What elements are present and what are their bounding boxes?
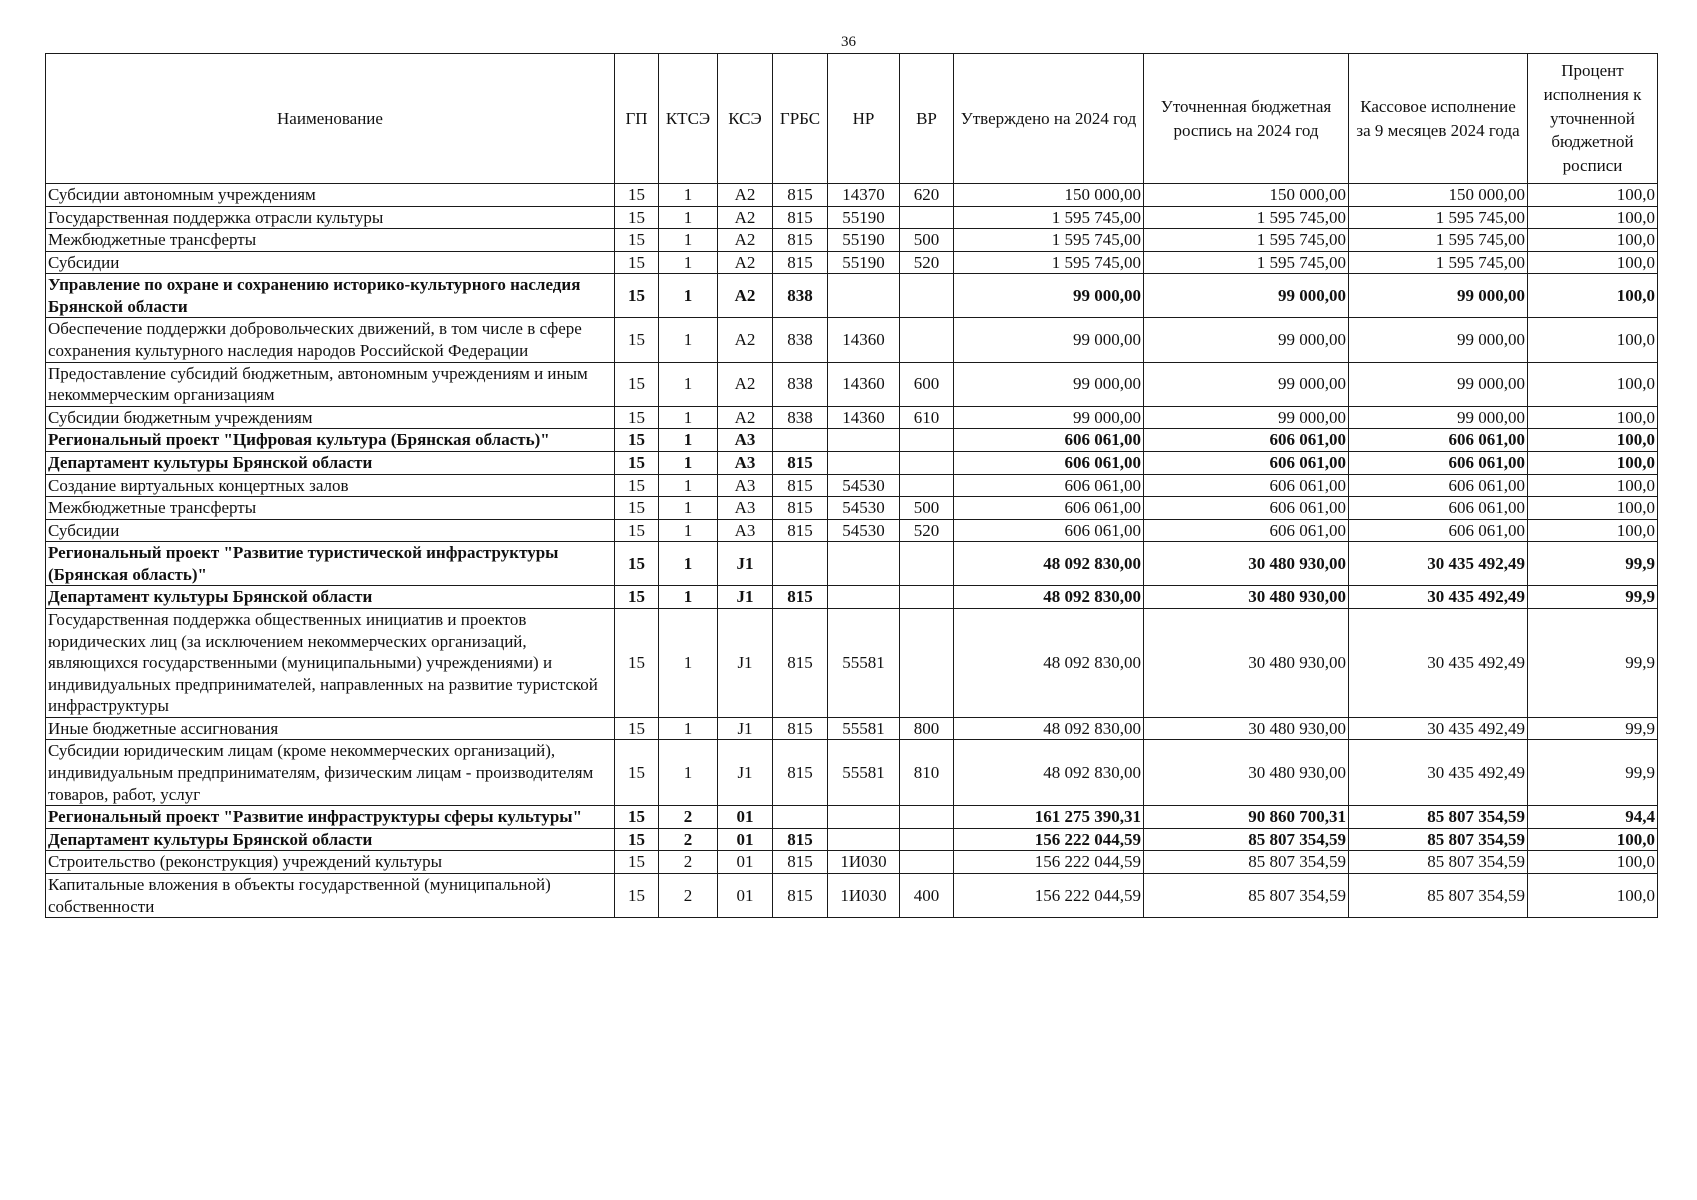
table-cell: 1 xyxy=(659,251,718,274)
table-cell: 838 xyxy=(773,406,828,429)
row-name-cell: Обеспечение поддержки добровольческих движений, в том числе в сфере сохранения культурного наследия народов Российской Федерации xyxy=(46,318,615,362)
table-cell: 815 xyxy=(773,828,828,851)
table-cell: 15 xyxy=(615,542,659,586)
table-cell: 815 xyxy=(773,873,828,917)
table-cell: 99,9 xyxy=(1528,542,1658,586)
table-cell: 99 000,00 xyxy=(1144,318,1349,362)
column-header: Утверждено на 2024 год xyxy=(954,54,1144,184)
table-cell: J1 xyxy=(718,586,773,609)
table-cell: 1 xyxy=(659,519,718,542)
budget-execution-table xyxy=(45,53,1658,918)
table-cell: 55190 xyxy=(828,206,900,229)
table-body xyxy=(46,184,1658,918)
table-cell: 01 xyxy=(718,828,773,851)
table-cell: 14370 xyxy=(828,184,900,207)
header-row xyxy=(46,54,1658,184)
table-row xyxy=(46,474,1658,497)
table-cell: 520 xyxy=(900,251,954,274)
table-cell: 2 xyxy=(659,806,718,829)
table-cell: 1И030 xyxy=(828,851,900,874)
table-cell: 15 xyxy=(615,497,659,520)
table-cell: 1 595 745,00 xyxy=(1144,206,1349,229)
row-name-cell: Иные бюджетные ассигнования xyxy=(46,717,615,740)
table-cell: 30 480 930,00 xyxy=(1144,717,1349,740)
table-cell: 606 061,00 xyxy=(954,497,1144,520)
table-cell: 99,9 xyxy=(1528,717,1658,740)
table-cell: А2 xyxy=(718,206,773,229)
table-row xyxy=(46,251,1658,274)
table-cell xyxy=(828,429,900,452)
table-row xyxy=(46,851,1658,874)
table-row xyxy=(46,740,1658,806)
table-cell: А3 xyxy=(718,429,773,452)
table-cell: 99 000,00 xyxy=(1349,406,1528,429)
table-cell: 606 061,00 xyxy=(954,519,1144,542)
table-cell: 15 xyxy=(615,873,659,917)
table-cell xyxy=(900,542,954,586)
table-cell: 606 061,00 xyxy=(1349,474,1528,497)
table-cell xyxy=(900,274,954,318)
row-name-cell: Региональный проект "Развитие инфраструктуры сферы культуры" xyxy=(46,806,615,829)
table-cell: 606 061,00 xyxy=(1349,497,1528,520)
column-header: ГРБС xyxy=(773,54,828,184)
table-cell: 2 xyxy=(659,873,718,917)
table-cell xyxy=(900,206,954,229)
table-cell: 1 xyxy=(659,362,718,406)
table-cell: 161 275 390,31 xyxy=(954,806,1144,829)
table-cell: 606 061,00 xyxy=(954,429,1144,452)
table-row xyxy=(46,806,1658,829)
table-cell: 1 xyxy=(659,586,718,609)
table-cell xyxy=(828,828,900,851)
table-cell xyxy=(900,586,954,609)
table-cell: 620 xyxy=(900,184,954,207)
table-cell: 815 xyxy=(773,586,828,609)
table-cell: 54530 xyxy=(828,519,900,542)
table-cell: 15 xyxy=(615,828,659,851)
table-cell: 156 222 044,59 xyxy=(954,873,1144,917)
row-name-cell: Капитальные вложения в объекты государственной (муниципальной) собственности xyxy=(46,873,615,917)
table-cell: 54530 xyxy=(828,474,900,497)
table-cell: 800 xyxy=(900,717,954,740)
table-cell: 30 435 492,49 xyxy=(1349,740,1528,806)
table-cell: 815 xyxy=(773,251,828,274)
table-cell: 2 xyxy=(659,851,718,874)
table-cell: А2 xyxy=(718,251,773,274)
table-row xyxy=(46,451,1658,474)
table-cell: 1 xyxy=(659,542,718,586)
table-row xyxy=(46,586,1658,609)
row-name-cell: Строительство (реконструкция) учреждений культуры xyxy=(46,851,615,874)
column-header: Уточненная бюджетная роспись на 2024 год xyxy=(1144,54,1349,184)
table-cell: 606 061,00 xyxy=(1144,519,1349,542)
page-number: 36 xyxy=(841,34,856,50)
table-cell: 1 595 745,00 xyxy=(954,229,1144,252)
column-header: ВР xyxy=(900,54,954,184)
row-name-cell: Субсидии xyxy=(46,251,615,274)
table-cell: 815 xyxy=(773,229,828,252)
table-cell: J1 xyxy=(718,717,773,740)
table-cell: 100,0 xyxy=(1528,229,1658,252)
row-name-cell: Субсидии автономным учреждениям xyxy=(46,184,615,207)
table-row xyxy=(46,229,1658,252)
table-cell: 606 061,00 xyxy=(1144,474,1349,497)
table-cell: 400 xyxy=(900,873,954,917)
table-cell: 15 xyxy=(615,519,659,542)
row-name-cell: Предоставление субсидий бюджетным, автономным учреждениям и иным некоммерческим организациям xyxy=(46,362,615,406)
table-cell: 838 xyxy=(773,318,828,362)
table-cell: 100,0 xyxy=(1528,318,1658,362)
table-cell: 606 061,00 xyxy=(954,451,1144,474)
table-cell: 1 xyxy=(659,740,718,806)
table-cell: 606 061,00 xyxy=(1144,451,1349,474)
table-cell: 150 000,00 xyxy=(954,184,1144,207)
table-cell: 1 xyxy=(659,206,718,229)
table-cell: 15 xyxy=(615,474,659,497)
row-name-cell: Субсидии юридическим лицам (кроме некоммерческих организаций), индивидуальным предпринимателям, физическим лицам - производителям товаров, работ, услуг xyxy=(46,740,615,806)
table-cell: 1 xyxy=(659,406,718,429)
table-cell: 15 xyxy=(615,206,659,229)
table-cell: 1 595 745,00 xyxy=(1349,229,1528,252)
table-cell: 85 807 354,59 xyxy=(1349,828,1528,851)
table-cell: 815 xyxy=(773,206,828,229)
column-header: Кассовое исполнение за 9 месяцев 2024 года xyxy=(1349,54,1528,184)
table-cell: 100,0 xyxy=(1528,828,1658,851)
table-cell: 55581 xyxy=(828,717,900,740)
table-cell xyxy=(828,274,900,318)
table-cell xyxy=(900,828,954,851)
table-cell: А3 xyxy=(718,451,773,474)
table-cell: 815 xyxy=(773,740,828,806)
table-cell: 99,9 xyxy=(1528,608,1658,717)
table-row xyxy=(46,608,1658,717)
table-cell xyxy=(828,451,900,474)
table-cell: А3 xyxy=(718,497,773,520)
table-cell: 30 480 930,00 xyxy=(1144,740,1349,806)
table-cell: 01 xyxy=(718,851,773,874)
column-header: КТСЭ xyxy=(659,54,718,184)
table-cell: 606 061,00 xyxy=(1349,429,1528,452)
row-name-cell: Государственная поддержка отрасли культуры xyxy=(46,206,615,229)
table-cell xyxy=(900,318,954,362)
table-cell: 1 xyxy=(659,229,718,252)
table-cell: 1 xyxy=(659,608,718,717)
table-cell: 30 480 930,00 xyxy=(1144,586,1349,609)
table-cell: 2 xyxy=(659,828,718,851)
table-cell: 156 222 044,59 xyxy=(954,828,1144,851)
table-cell: 500 xyxy=(900,229,954,252)
row-name-cell: Государственная поддержка общественных инициатив и проектов юридических лиц (за исключением некоммерческих организаций, являющихся государственными (муниципальными) учреждениями) и индивидуальных предпринимателей, направленных на развитие туристской инфраструктуры xyxy=(46,608,615,717)
table-cell: 1 595 745,00 xyxy=(954,251,1144,274)
table-cell: 15 xyxy=(615,251,659,274)
table-cell: 15 xyxy=(615,229,659,252)
table-cell: 150 000,00 xyxy=(1144,184,1349,207)
table-cell: 85 807 354,59 xyxy=(1349,851,1528,874)
table-cell: 1 595 745,00 xyxy=(954,206,1144,229)
column-header: Наименование xyxy=(46,54,615,184)
table-cell: 600 xyxy=(900,362,954,406)
table-cell: 01 xyxy=(718,873,773,917)
table-cell: 500 xyxy=(900,497,954,520)
table-cell: 30 480 930,00 xyxy=(1144,542,1349,586)
table-cell: 55581 xyxy=(828,608,900,717)
table-row xyxy=(46,873,1658,917)
table-row xyxy=(46,429,1658,452)
table-cell: 100,0 xyxy=(1528,406,1658,429)
table-cell: 100,0 xyxy=(1528,429,1658,452)
table-cell: 55190 xyxy=(828,229,900,252)
table-cell: 838 xyxy=(773,362,828,406)
table-cell: 838 xyxy=(773,274,828,318)
table-cell xyxy=(900,474,954,497)
row-name-cell: Управление по охране и сохранению историко-культурного наследия Брянской области xyxy=(46,274,615,318)
table-cell: 48 092 830,00 xyxy=(954,586,1144,609)
table-cell: 100,0 xyxy=(1528,274,1658,318)
table-cell: 90 860 700,31 xyxy=(1144,806,1349,829)
table-cell: 15 xyxy=(615,318,659,362)
table-cell xyxy=(828,806,900,829)
table-cell: 99 000,00 xyxy=(1144,406,1349,429)
table-cell: 1 595 745,00 xyxy=(1144,229,1349,252)
row-name-cell: Департамент культуры Брянской области xyxy=(46,586,615,609)
table-cell: 100,0 xyxy=(1528,251,1658,274)
table-cell: 15 xyxy=(615,586,659,609)
table-cell: 520 xyxy=(900,519,954,542)
table-cell: 85 807 354,59 xyxy=(1144,851,1349,874)
table-cell: А2 xyxy=(718,184,773,207)
table-cell: 94,4 xyxy=(1528,806,1658,829)
table-cell: А2 xyxy=(718,406,773,429)
table-cell: 99,9 xyxy=(1528,586,1658,609)
table-cell: 100,0 xyxy=(1528,362,1658,406)
table-cell: 1 595 745,00 xyxy=(1349,206,1528,229)
table-cell: А3 xyxy=(718,519,773,542)
row-name-cell: Региональный проект "Развитие туристической инфраструктуры (Брянская область)" xyxy=(46,542,615,586)
table-cell: 30 435 492,49 xyxy=(1349,542,1528,586)
table-cell: J1 xyxy=(718,608,773,717)
table-row xyxy=(46,274,1658,318)
row-name-cell: Создание виртуальных концертных залов xyxy=(46,474,615,497)
table-cell: 99 000,00 xyxy=(1349,362,1528,406)
row-name-cell: Субсидии xyxy=(46,519,615,542)
table-cell: 14360 xyxy=(828,362,900,406)
table-row xyxy=(46,362,1658,406)
table-cell: 30 435 492,49 xyxy=(1349,608,1528,717)
column-header: ГП xyxy=(615,54,659,184)
table-cell: 85 807 354,59 xyxy=(1144,873,1349,917)
table-row xyxy=(46,519,1658,542)
row-name-cell: Межбюджетные трансферты xyxy=(46,229,615,252)
table-cell: J1 xyxy=(718,542,773,586)
table-cell xyxy=(828,586,900,609)
table-cell: 99 000,00 xyxy=(954,362,1144,406)
table-cell xyxy=(773,542,828,586)
table-cell: 1 595 745,00 xyxy=(1144,251,1349,274)
table-cell: 815 xyxy=(773,608,828,717)
table-cell: 15 xyxy=(615,740,659,806)
table-cell: 1 xyxy=(659,474,718,497)
table-cell: 606 061,00 xyxy=(1144,497,1349,520)
table-cell: 14360 xyxy=(828,406,900,429)
table-cell: А2 xyxy=(718,362,773,406)
table-cell: 606 061,00 xyxy=(1349,519,1528,542)
table-cell: 15 xyxy=(615,429,659,452)
table-cell: 100,0 xyxy=(1528,206,1658,229)
table-row xyxy=(46,318,1658,362)
table-cell: 99 000,00 xyxy=(954,318,1144,362)
table-cell: 815 xyxy=(773,184,828,207)
table-cell: 1 xyxy=(659,717,718,740)
table-cell: 54530 xyxy=(828,497,900,520)
row-name-cell: Межбюджетные трансферты xyxy=(46,497,615,520)
table-cell: 15 xyxy=(615,406,659,429)
table-cell: 15 xyxy=(615,717,659,740)
table-cell: 1 xyxy=(659,497,718,520)
table-cell: 99 000,00 xyxy=(1144,274,1349,318)
table-cell: 99 000,00 xyxy=(954,274,1144,318)
table-cell: 1 xyxy=(659,429,718,452)
table-cell: 610 xyxy=(900,406,954,429)
table-row xyxy=(46,542,1658,586)
table-cell: 606 061,00 xyxy=(954,474,1144,497)
table-cell: 1 xyxy=(659,274,718,318)
table-cell: 156 222 044,59 xyxy=(954,851,1144,874)
table-cell: 55190 xyxy=(828,251,900,274)
table-cell: 48 092 830,00 xyxy=(954,717,1144,740)
table-cell xyxy=(773,806,828,829)
table-cell: 810 xyxy=(900,740,954,806)
table-cell: 1 595 745,00 xyxy=(1349,251,1528,274)
table-cell: 1 xyxy=(659,318,718,362)
table-cell: 99,9 xyxy=(1528,740,1658,806)
table-cell: 85 807 354,59 xyxy=(1349,806,1528,829)
table-cell: 815 xyxy=(773,474,828,497)
table-cell: 815 xyxy=(773,851,828,874)
table-cell: 100,0 xyxy=(1528,519,1658,542)
table-row xyxy=(46,828,1658,851)
table-cell: 85 807 354,59 xyxy=(1144,828,1349,851)
table-cell: 606 061,00 xyxy=(1144,429,1349,452)
table-cell: 01 xyxy=(718,806,773,829)
table-cell: 15 xyxy=(615,451,659,474)
table-cell: А3 xyxy=(718,474,773,497)
table-cell: 99 000,00 xyxy=(1349,318,1528,362)
table-cell: 815 xyxy=(773,451,828,474)
table-cell: J1 xyxy=(718,740,773,806)
table-header xyxy=(46,54,1658,184)
table-cell xyxy=(900,608,954,717)
table-cell: А2 xyxy=(718,229,773,252)
table-cell: 100,0 xyxy=(1528,873,1658,917)
table-cell xyxy=(900,429,954,452)
table-cell xyxy=(773,429,828,452)
table-row xyxy=(46,206,1658,229)
table-cell: 14360 xyxy=(828,318,900,362)
table-cell: 48 092 830,00 xyxy=(954,740,1144,806)
table-cell xyxy=(900,851,954,874)
table-cell xyxy=(900,451,954,474)
table-cell: 815 xyxy=(773,497,828,520)
table-cell: 100,0 xyxy=(1528,851,1658,874)
table-cell: 815 xyxy=(773,519,828,542)
table-cell: 30 435 492,49 xyxy=(1349,717,1528,740)
table-cell: 48 092 830,00 xyxy=(954,542,1144,586)
table-cell: 15 xyxy=(615,184,659,207)
table-cell: 100,0 xyxy=(1528,497,1658,520)
table-cell: 30 480 930,00 xyxy=(1144,608,1349,717)
column-header: НР xyxy=(828,54,900,184)
table-cell: 15 xyxy=(615,608,659,717)
table-row xyxy=(46,497,1658,520)
table-cell: 99 000,00 xyxy=(954,406,1144,429)
table-cell: 100,0 xyxy=(1528,474,1658,497)
table-cell xyxy=(900,806,954,829)
table-cell: 55581 xyxy=(828,740,900,806)
table-cell: 1 xyxy=(659,184,718,207)
table-cell: 606 061,00 xyxy=(1349,451,1528,474)
column-header: Процент исполнения к уточненной бюджетной росписи xyxy=(1528,54,1658,184)
table-cell xyxy=(828,542,900,586)
column-header: КСЭ xyxy=(718,54,773,184)
table-cell: 85 807 354,59 xyxy=(1349,873,1528,917)
table-cell: 100,0 xyxy=(1528,184,1658,207)
table-cell: А2 xyxy=(718,318,773,362)
table-row xyxy=(46,717,1658,740)
row-name-cell: Региональный проект "Цифровая культура (Брянская область)" xyxy=(46,429,615,452)
table-row xyxy=(46,406,1658,429)
table-cell: 100,0 xyxy=(1528,451,1658,474)
table-cell: 15 xyxy=(615,274,659,318)
table-cell: 1И030 xyxy=(828,873,900,917)
table-cell: 15 xyxy=(615,806,659,829)
table-cell: 15 xyxy=(615,851,659,874)
table-cell: 150 000,00 xyxy=(1349,184,1528,207)
table-cell: 15 xyxy=(615,362,659,406)
table-cell: 815 xyxy=(773,717,828,740)
table-cell: 48 092 830,00 xyxy=(954,608,1144,717)
table-cell: 1 xyxy=(659,451,718,474)
row-name-cell: Субсидии бюджетным учреждениям xyxy=(46,406,615,429)
table-cell: А2 xyxy=(718,274,773,318)
table-cell: 99 000,00 xyxy=(1144,362,1349,406)
table-cell: 99 000,00 xyxy=(1349,274,1528,318)
table-cell: 30 435 492,49 xyxy=(1349,586,1528,609)
table-row xyxy=(46,184,1658,207)
row-name-cell: Департамент культуры Брянской области xyxy=(46,451,615,474)
row-name-cell: Департамент культуры Брянской области xyxy=(46,828,615,851)
